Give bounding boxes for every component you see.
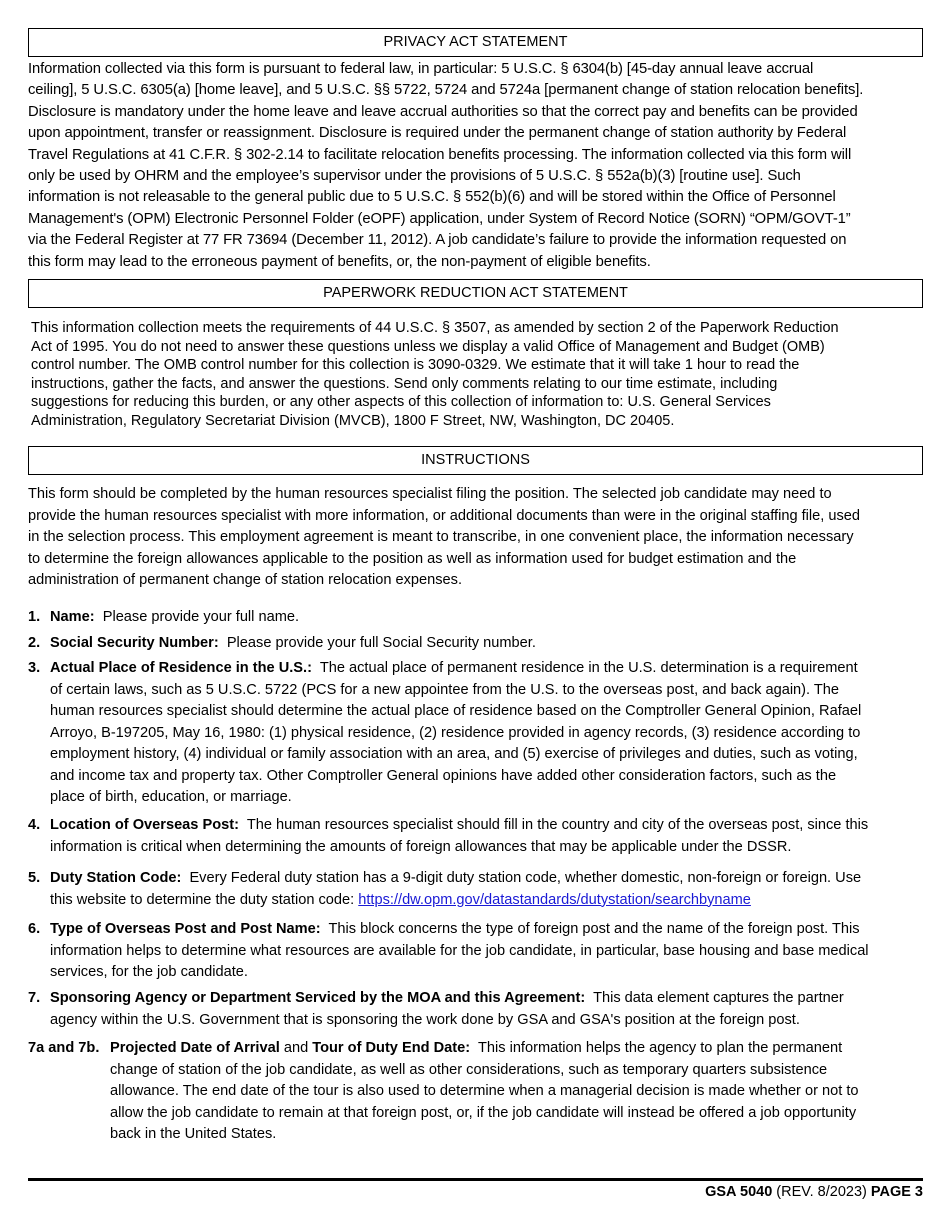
- text-line: to determine the foreign allowances applicable to the position as well as information used for budget estimation and the: [28, 550, 797, 567]
- text-line: suggestions for reducing this burden, or any other aspects of this collection of information to: U.S. General Services: [31, 394, 771, 411]
- text-line: instructions, gather the facts, and answer the questions. Send only comments relating to our time estimate, including: [31, 375, 778, 392]
- paperwork-reduction-heading: PAPERWORK REDUCTION ACT STATEMENT: [28, 279, 923, 308]
- text-line: [50, 890, 861, 912]
- item-label: Name:: [50, 609, 95, 625]
- item-number: 5.: [28, 870, 41, 886]
- paperwork-reduction-text: [31, 319, 839, 431]
- item-text: and income tax and property tax. Other Comptroller General opinions have added other consideration factors, such as the: [50, 767, 837, 784]
- item-text: Please provide your full Social Security number.: [226, 635, 536, 651]
- form-revision: (REV. 8/2023): [776, 1184, 867, 1200]
- text-line: information is not releasable to the general public due to 5 U.S.C. § 552(b)(6) and will be stored within the Office of Personnel: [28, 189, 836, 206]
- footer-divider: [28, 1178, 923, 1181]
- text-line: [50, 941, 869, 963]
- item-label: Social Security Number:: [50, 635, 219, 651]
- item-label: Sponsoring Agency or Department Serviced by the MOA and this Agreement:: [50, 990, 586, 1006]
- item-number: 7.: [28, 990, 41, 1006]
- text-line: upon appointment, transfer or reassignment. Disclosure is required under the permanent change of station authority by Federal: [28, 125, 847, 142]
- text-line: Information collected via this form is pursuant to federal law, in particular: 5 U.S.C. § 6304(b) [45-day annual leave accrual: [28, 61, 814, 77]
- text-line: Disclosure is mandatory under the home leave and leave accrual authorities so that the correct pay and benefits can be provided: [28, 103, 858, 120]
- instructions-heading: INSTRUCTIONS: [28, 446, 923, 475]
- item-text: agency within the U.S. Government that is sponsoring the work done by GSA and GSA's position at the foreign post.: [50, 1011, 800, 1028]
- text-line: [50, 988, 844, 1010]
- text-line: [50, 658, 861, 680]
- text-line: This form should be completed by the human resources specialist filing the position. The selected job candidate may need to: [28, 486, 832, 502]
- text-line: [50, 1010, 844, 1032]
- text-line: [50, 680, 861, 702]
- item-label-conjunction: and: [283, 1040, 309, 1056]
- text-line: Act of 1995. You do not need to answer these questions unless we display a valid Office of Management and Budget (OMB): [31, 338, 825, 355]
- text-line: via the Federal Register at 77 FR 73694 (December 11, 2012). A job candidate’s failure to provide the information requested on: [28, 232, 847, 249]
- text-line: [50, 701, 861, 723]
- item-text: allowance. The end date of the tour is also used to determine when a managerial decision is made whether or not to: [110, 1083, 859, 1099]
- privacy-act-heading: PRIVACY ACT STATEMENT: [28, 28, 923, 57]
- item-label: Duty Station Code:: [50, 870, 182, 886]
- item-text: change of station of the job candidate, as well as other considerations, such as temporary quarters subsistence: [110, 1061, 828, 1078]
- item-number: 1.: [28, 609, 41, 625]
- text-line: [110, 1038, 859, 1060]
- text-line: only be used by OHRM and the employee’s supervisor under the provisions of 5 U.S.C. § 552a(b)(3) [routine use]. Such: [28, 168, 801, 185]
- text-line: [50, 962, 869, 984]
- duty-station-link[interactable]: https://dw.opm.gov/datastandards/dutystation/searchbyname: [358, 891, 751, 908]
- item-text: information is critical when determining the amounts of foreign allowances that may be applicable under the DSSR.: [50, 838, 792, 855]
- text-line: [110, 1081, 859, 1103]
- item-number: 3.: [28, 660, 41, 676]
- text-line: [50, 919, 869, 941]
- item-text: This information helps the agency to plan the permanent: [477, 1040, 843, 1056]
- form-number: GSA 5040: [705, 1184, 773, 1200]
- page-number: PAGE 3: [870, 1184, 923, 1200]
- item-text: Please provide your full name.: [102, 609, 300, 625]
- text-line: [50, 633, 536, 655]
- item-text: Arroyo, B-197205, May 16, 1980: (1) physical residence, (2) residence provided in agency records, (3) residence according to: [50, 724, 861, 741]
- form-footer: [705, 1183, 923, 1201]
- text-line: [110, 1103, 859, 1125]
- item-text: allow the job candidate to remain at that foreign post, or, if the job candidate will instead be offered a job opportunity: [110, 1104, 857, 1121]
- item-text: services, for the job candidate.: [50, 964, 248, 980]
- text-line: [50, 607, 299, 629]
- item-label: Location of Overseas Post:: [50, 817, 239, 833]
- text-line: provide the human resources specialist with more information, or additional documents than were in the original staffing file, used: [28, 507, 861, 524]
- item-text: This block concerns the type of foreign post and the name of the foreign post. This: [328, 921, 860, 937]
- text-line: [50, 837, 868, 859]
- item-text: The actual place of permanent residence in the U.S. determination is a requirement: [319, 660, 858, 676]
- text-line: Administration, Regulatory Secretariat Division (MVCB), 1800 F Street, NW, Washington, DC 20405.: [31, 412, 675, 429]
- item-label: Actual Place of Residence in the U.S.:: [50, 660, 312, 676]
- item-number: 2.: [28, 635, 41, 651]
- item-text: place of birth, education, or marriage.: [50, 789, 292, 805]
- item-text: The human resources specialist should fill in the country and city of the overseas post, since this: [246, 817, 869, 833]
- text-line: Travel Regulations at 41 C.F.R. § 302-2.14 to facilitate relocation benefits processing. The information collected via this form will: [28, 146, 852, 163]
- item-text: This data element captures the partner: [593, 990, 844, 1006]
- text-line: [50, 744, 861, 766]
- text-line: administration of permanent change of station relocation expenses.: [28, 572, 463, 588]
- text-line: ceiling], 5 U.S.C. 6305(a) [home leave], and 5 U.S.C. §§ 5722, 5724 and 5724a [permanent change of station relocation benefits].: [28, 82, 864, 99]
- text-line: [50, 815, 868, 837]
- text-line: in the selection process. This employment agreement is meant to transcribe, in one convenient place, the information necessary: [28, 529, 854, 545]
- item-label: Type of Overseas Post and Post Name:: [50, 921, 321, 937]
- instructions-text: [28, 484, 860, 592]
- item-text: of certain laws, such as 5 U.S.C. 5722 (PCS for a new appointee from the U.S. to the overseas post, and back again). The: [50, 681, 840, 698]
- item-text: employment history, (4) individual or family association with an area, and (5) exercise of privileges and duties, such as voting,: [50, 746, 858, 762]
- text-line: [50, 868, 861, 890]
- text-line: Management's (OPM) Electronic Personnel Folder (eOPF) application, under System of Record Notice (SORN) “OPM/GOVT-1”: [28, 210, 851, 227]
- item-text: Every Federal duty station has a 9-digit duty station code, whether domestic, non-foreign or foreign. Use: [189, 870, 862, 886]
- text-line: [50, 787, 861, 809]
- item-text: human resources specialist should determine the actual place of residence based on the Comptroller General Opinion, Rafael: [50, 703, 862, 719]
- item-label: Projected Date of Arrival: [110, 1040, 280, 1056]
- item-number: 7a and 7b.: [28, 1040, 100, 1056]
- text-line: [50, 723, 861, 745]
- text-line: control number. The OMB control number for this collection is 3090-0329. We estimate that it will take 1 hour to read the: [31, 357, 800, 374]
- item-number: 4.: [28, 817, 41, 833]
- item-text: information helps to determine what resources are available for the job candidate, in particular, base housing and base medical: [50, 942, 869, 959]
- privacy-act-text: [28, 59, 863, 273]
- text-line: [110, 1060, 859, 1082]
- text-line: this form may lead to the erroneous payment of benefits, or, the non-payment of eligible benefits.: [28, 253, 651, 270]
- item-text: this website to determine the duty station code:: [50, 891, 359, 908]
- item-text: back in the United States.: [110, 1126, 277, 1142]
- text-line: [110, 1124, 859, 1146]
- item-label-2: Tour of Duty End Date:: [312, 1040, 471, 1056]
- item-number: 6.: [28, 921, 41, 937]
- text-line: [50, 766, 861, 788]
- text-line: This information collection meets the requirements of 44 U.S.C. § 3507, as amended by section 2 of the Paperwork Reduction: [31, 320, 839, 336]
